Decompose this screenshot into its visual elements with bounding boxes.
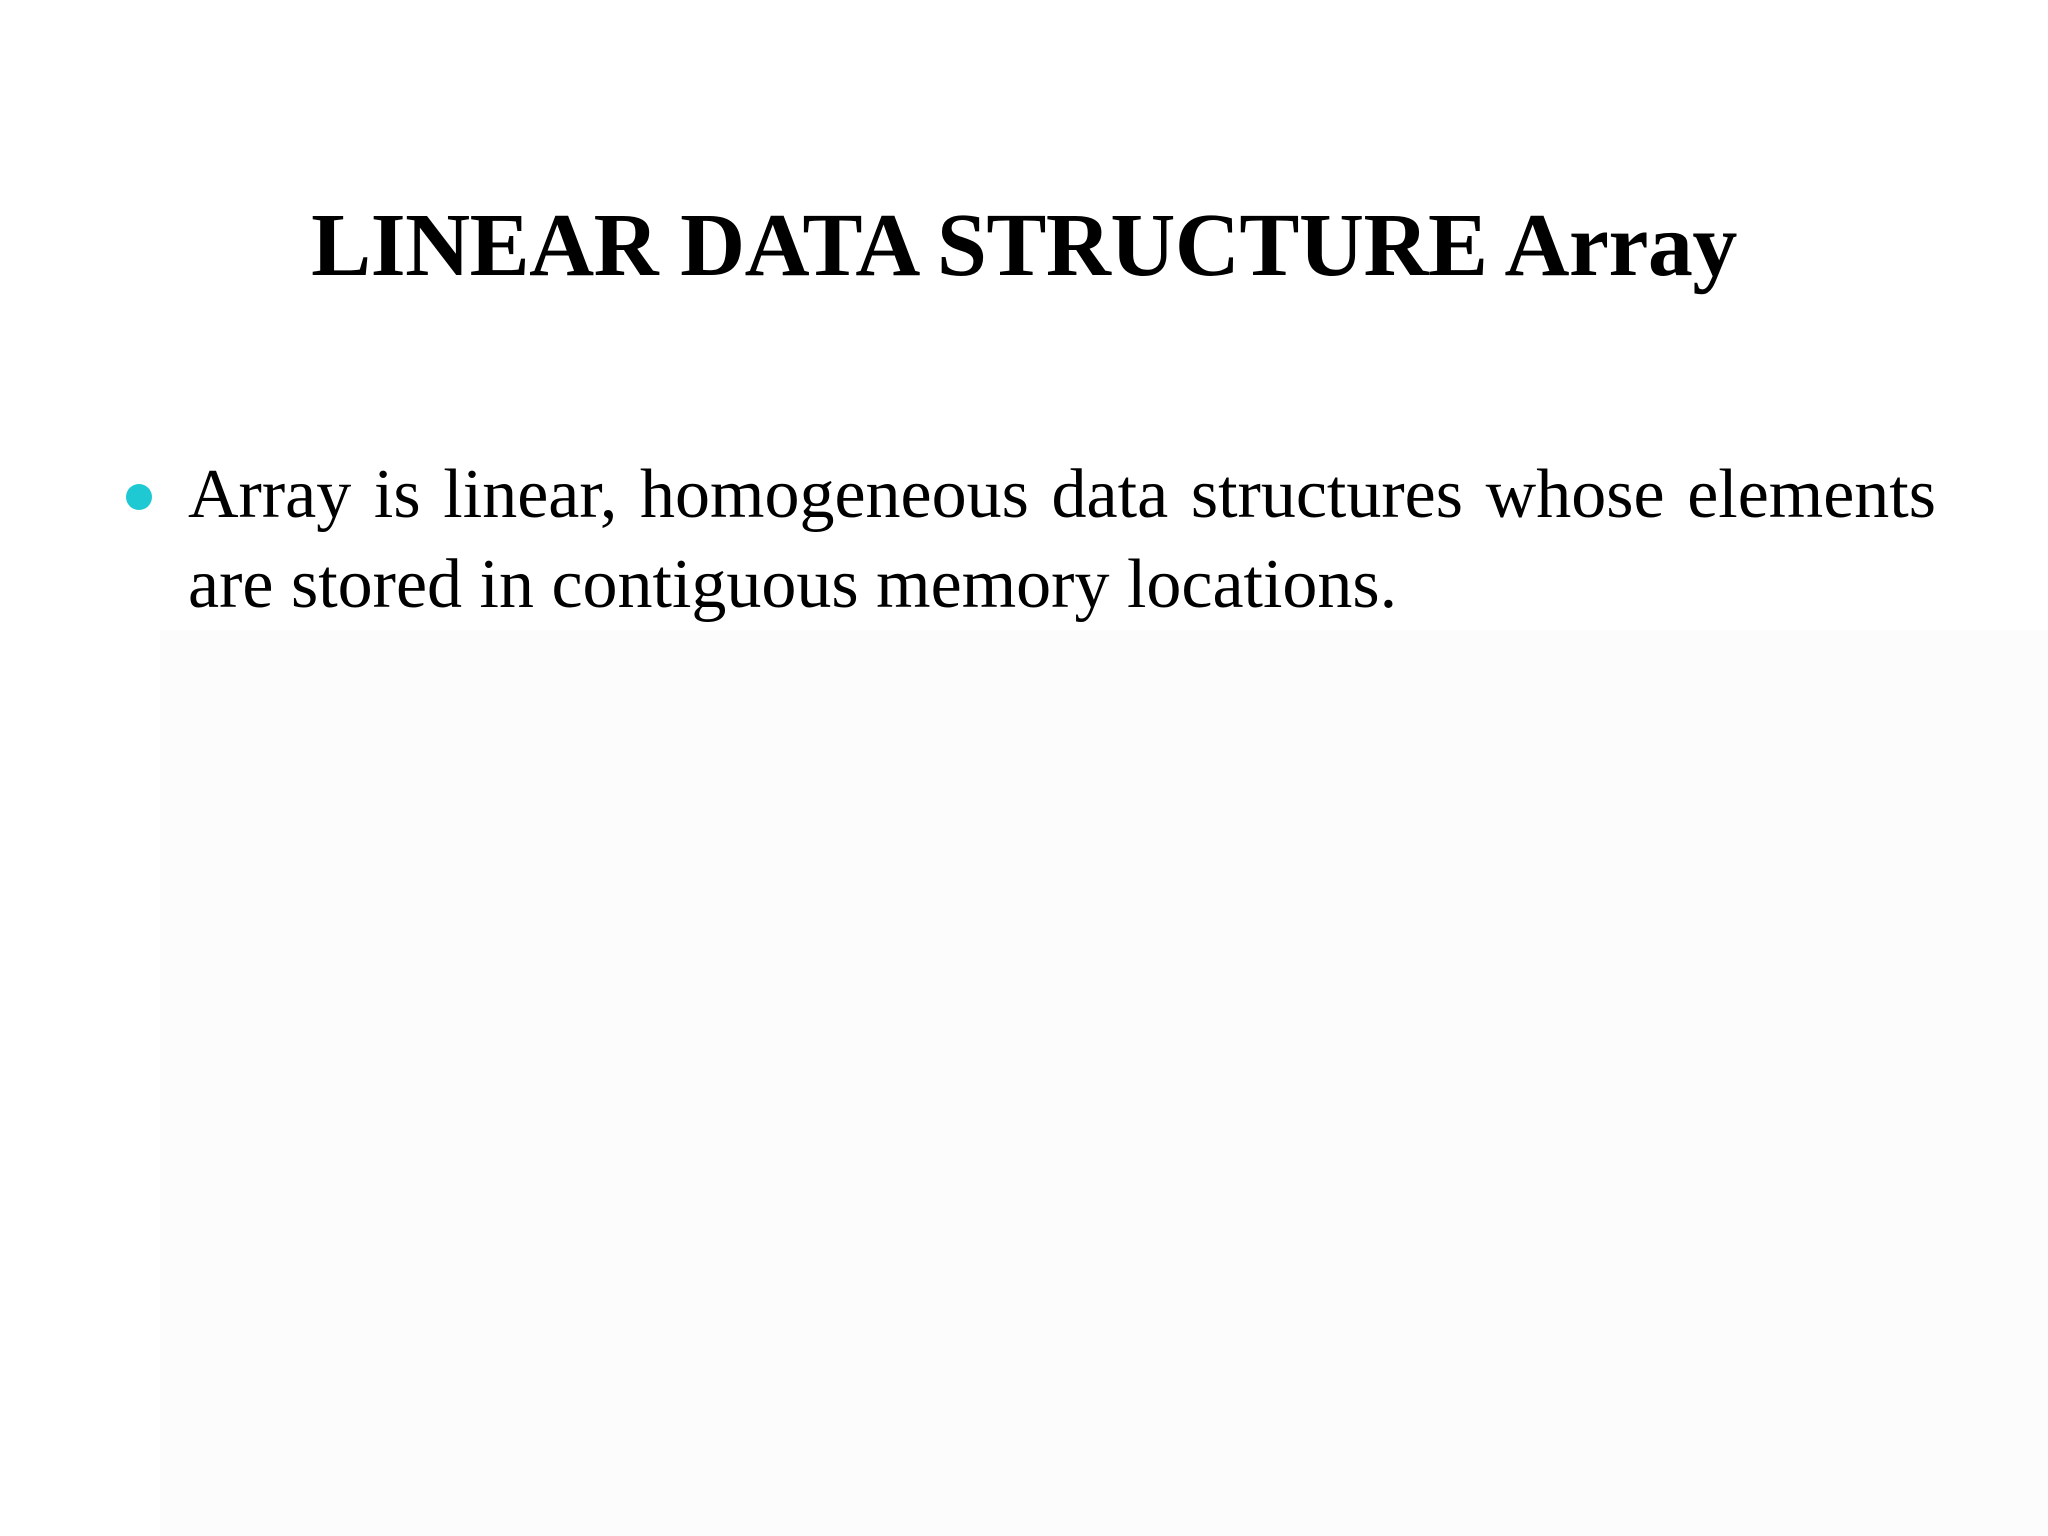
slide-title: LINEAR DATA STRUCTURE Array [311, 196, 1737, 295]
content-panel [160, 630, 2048, 1536]
bullet-text: Array is linear, homogeneous data structures whose elements are stored in contiguous memory locations. [188, 456, 1936, 623]
bullet-dot-icon [126, 484, 152, 510]
